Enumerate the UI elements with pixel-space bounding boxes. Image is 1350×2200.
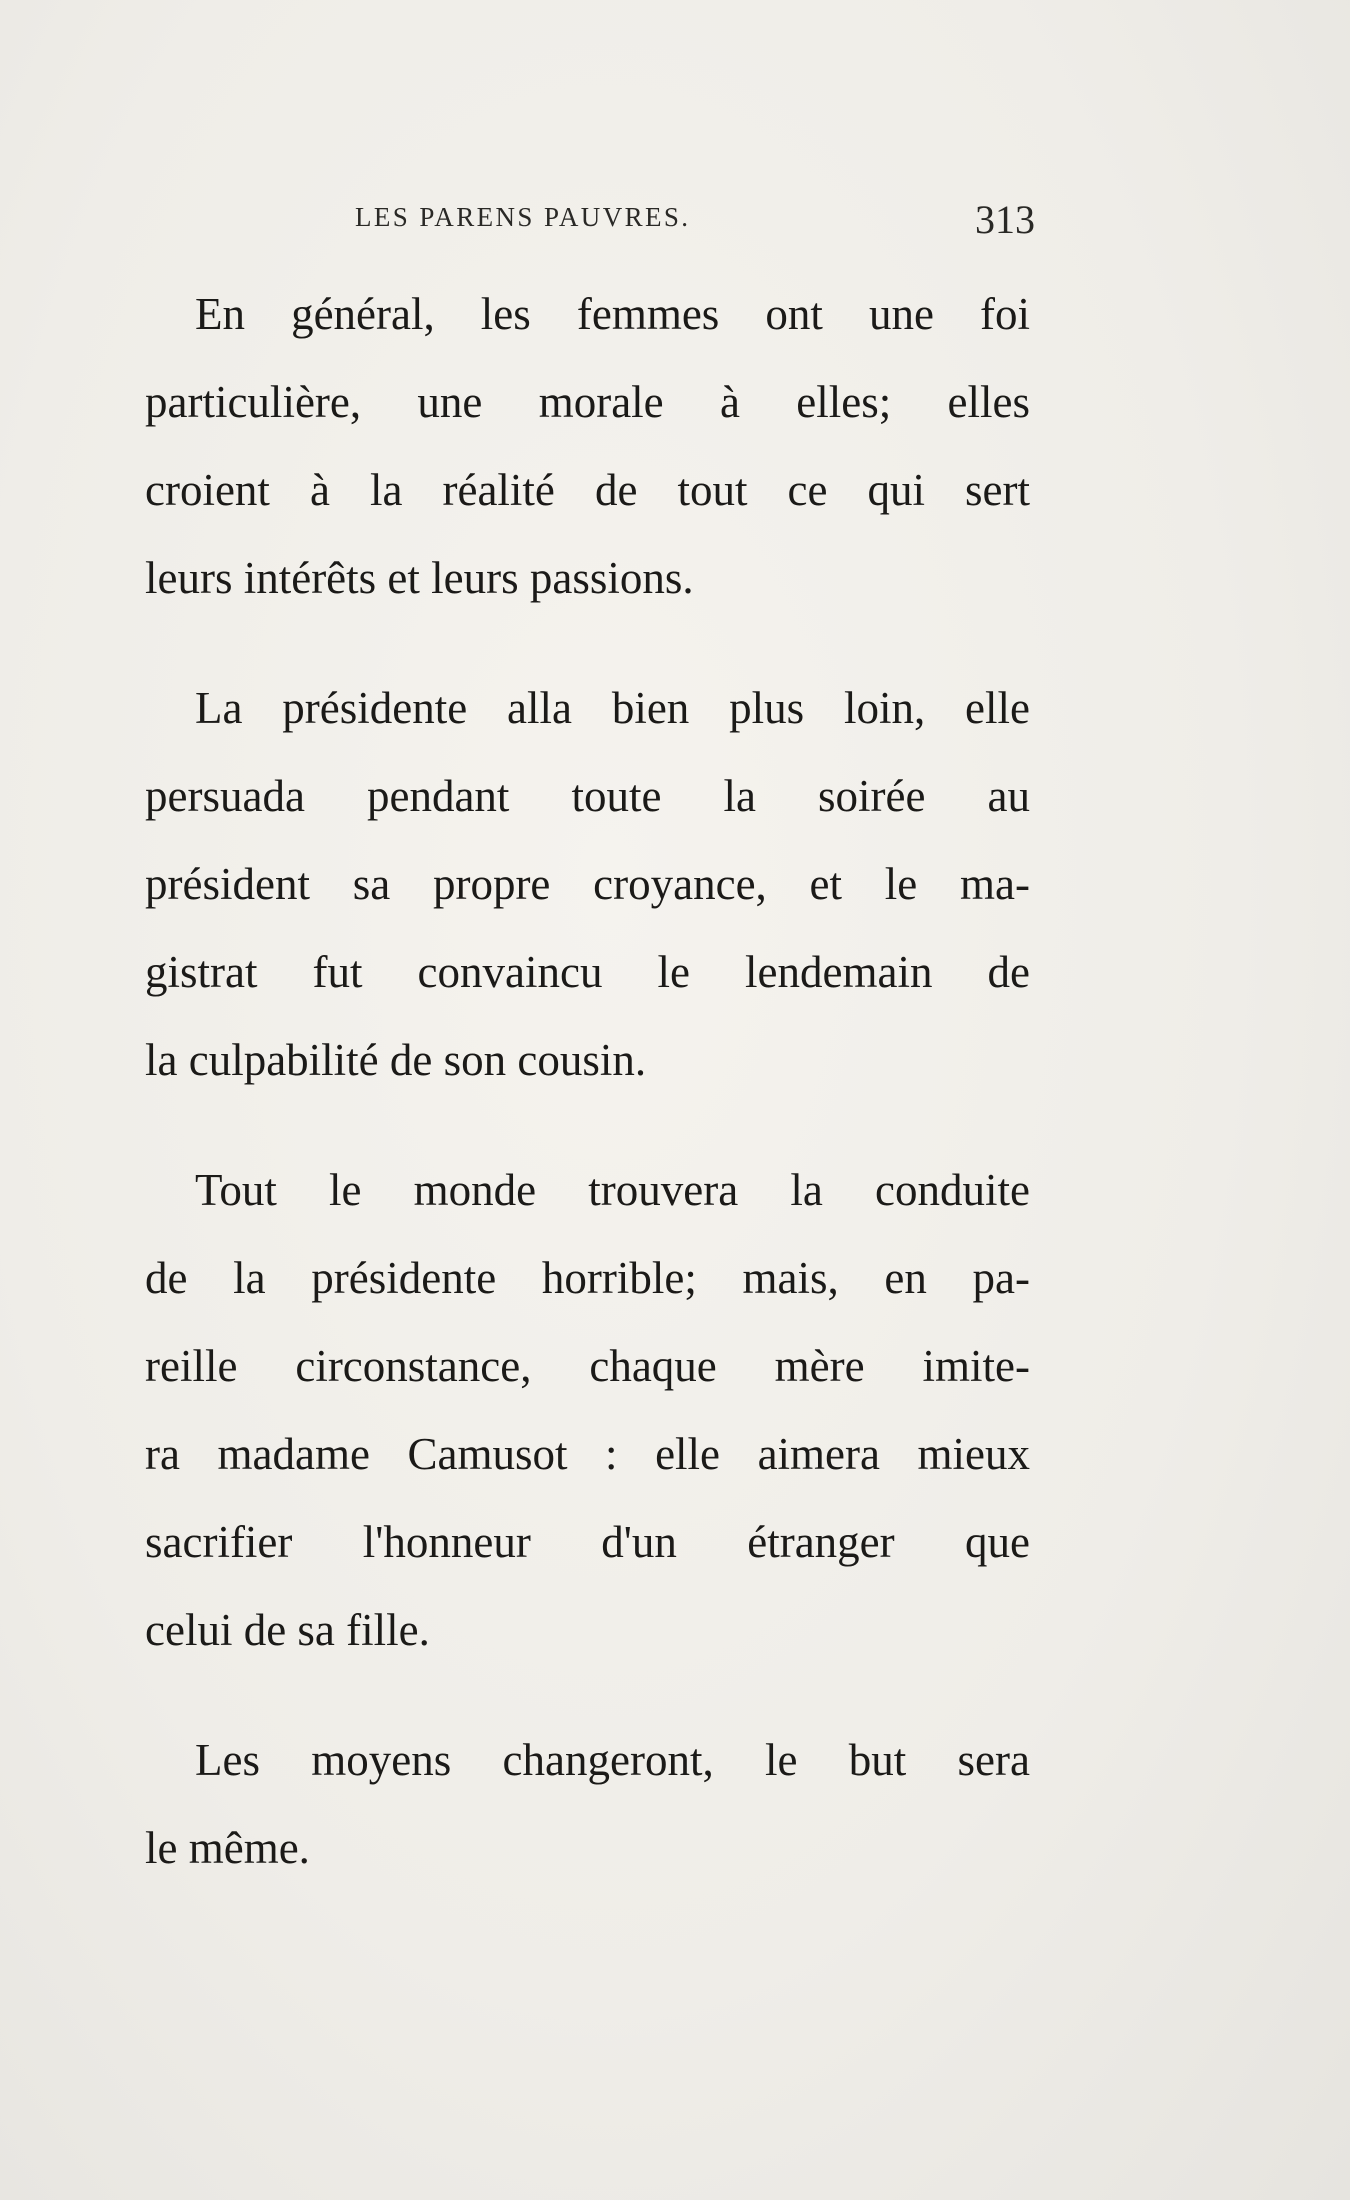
text-line: sacrifier l'honneur d'un étranger que <box>145 1517 1030 1567</box>
paragraph-2 <box>145 664 1030 1104</box>
page-number: 313 <box>975 197 1035 242</box>
text-line: reille circonstance, chaque mère imite- <box>145 1341 1030 1391</box>
body-text <box>145 270 1030 1892</box>
text-line: particulière, une morale à elles; elles <box>145 377 1030 427</box>
text-line: celui de sa fille. <box>145 1605 430 1655</box>
text-line: persuada pendant toute la soirée au <box>145 771 1030 821</box>
paragraph-gap <box>145 1674 1030 1716</box>
paragraph-1 <box>145 270 1030 622</box>
text-line: Les moyens changeront, le but sera <box>195 1735 1030 1785</box>
text-line: président sa propre croyance, et le ma- <box>145 859 1030 909</box>
paragraph-4 <box>145 1716 1030 1892</box>
text-line: gistrat fut convaincu le lendemain de <box>145 947 1030 997</box>
paragraph-gap <box>145 622 1030 664</box>
text-line: le même. <box>145 1823 310 1873</box>
paragraph-gap <box>145 1104 1030 1146</box>
text-line: leurs intérêts et leurs passions. <box>145 553 694 603</box>
page-header <box>150 198 1035 248</box>
text-line: la culpabilité de son cousin. <box>145 1035 647 1085</box>
text-line: En général, les femmes ont une foi <box>195 289 1030 339</box>
running-title: LES PARENS PAUVRES. <box>355 202 691 232</box>
text-line: ra madame Camusot : elle aimera mieux <box>145 1429 1030 1479</box>
text-line: La présidente alla bien plus loin, elle <box>195 683 1030 733</box>
text-line: de la présidente horrible; mais, en pa- <box>145 1253 1030 1303</box>
text-line: croient à la réalité de tout ce qui sert <box>145 465 1030 515</box>
text-line: Tout le monde trouvera la conduite <box>195 1165 1030 1215</box>
paragraph-3 <box>145 1146 1030 1674</box>
